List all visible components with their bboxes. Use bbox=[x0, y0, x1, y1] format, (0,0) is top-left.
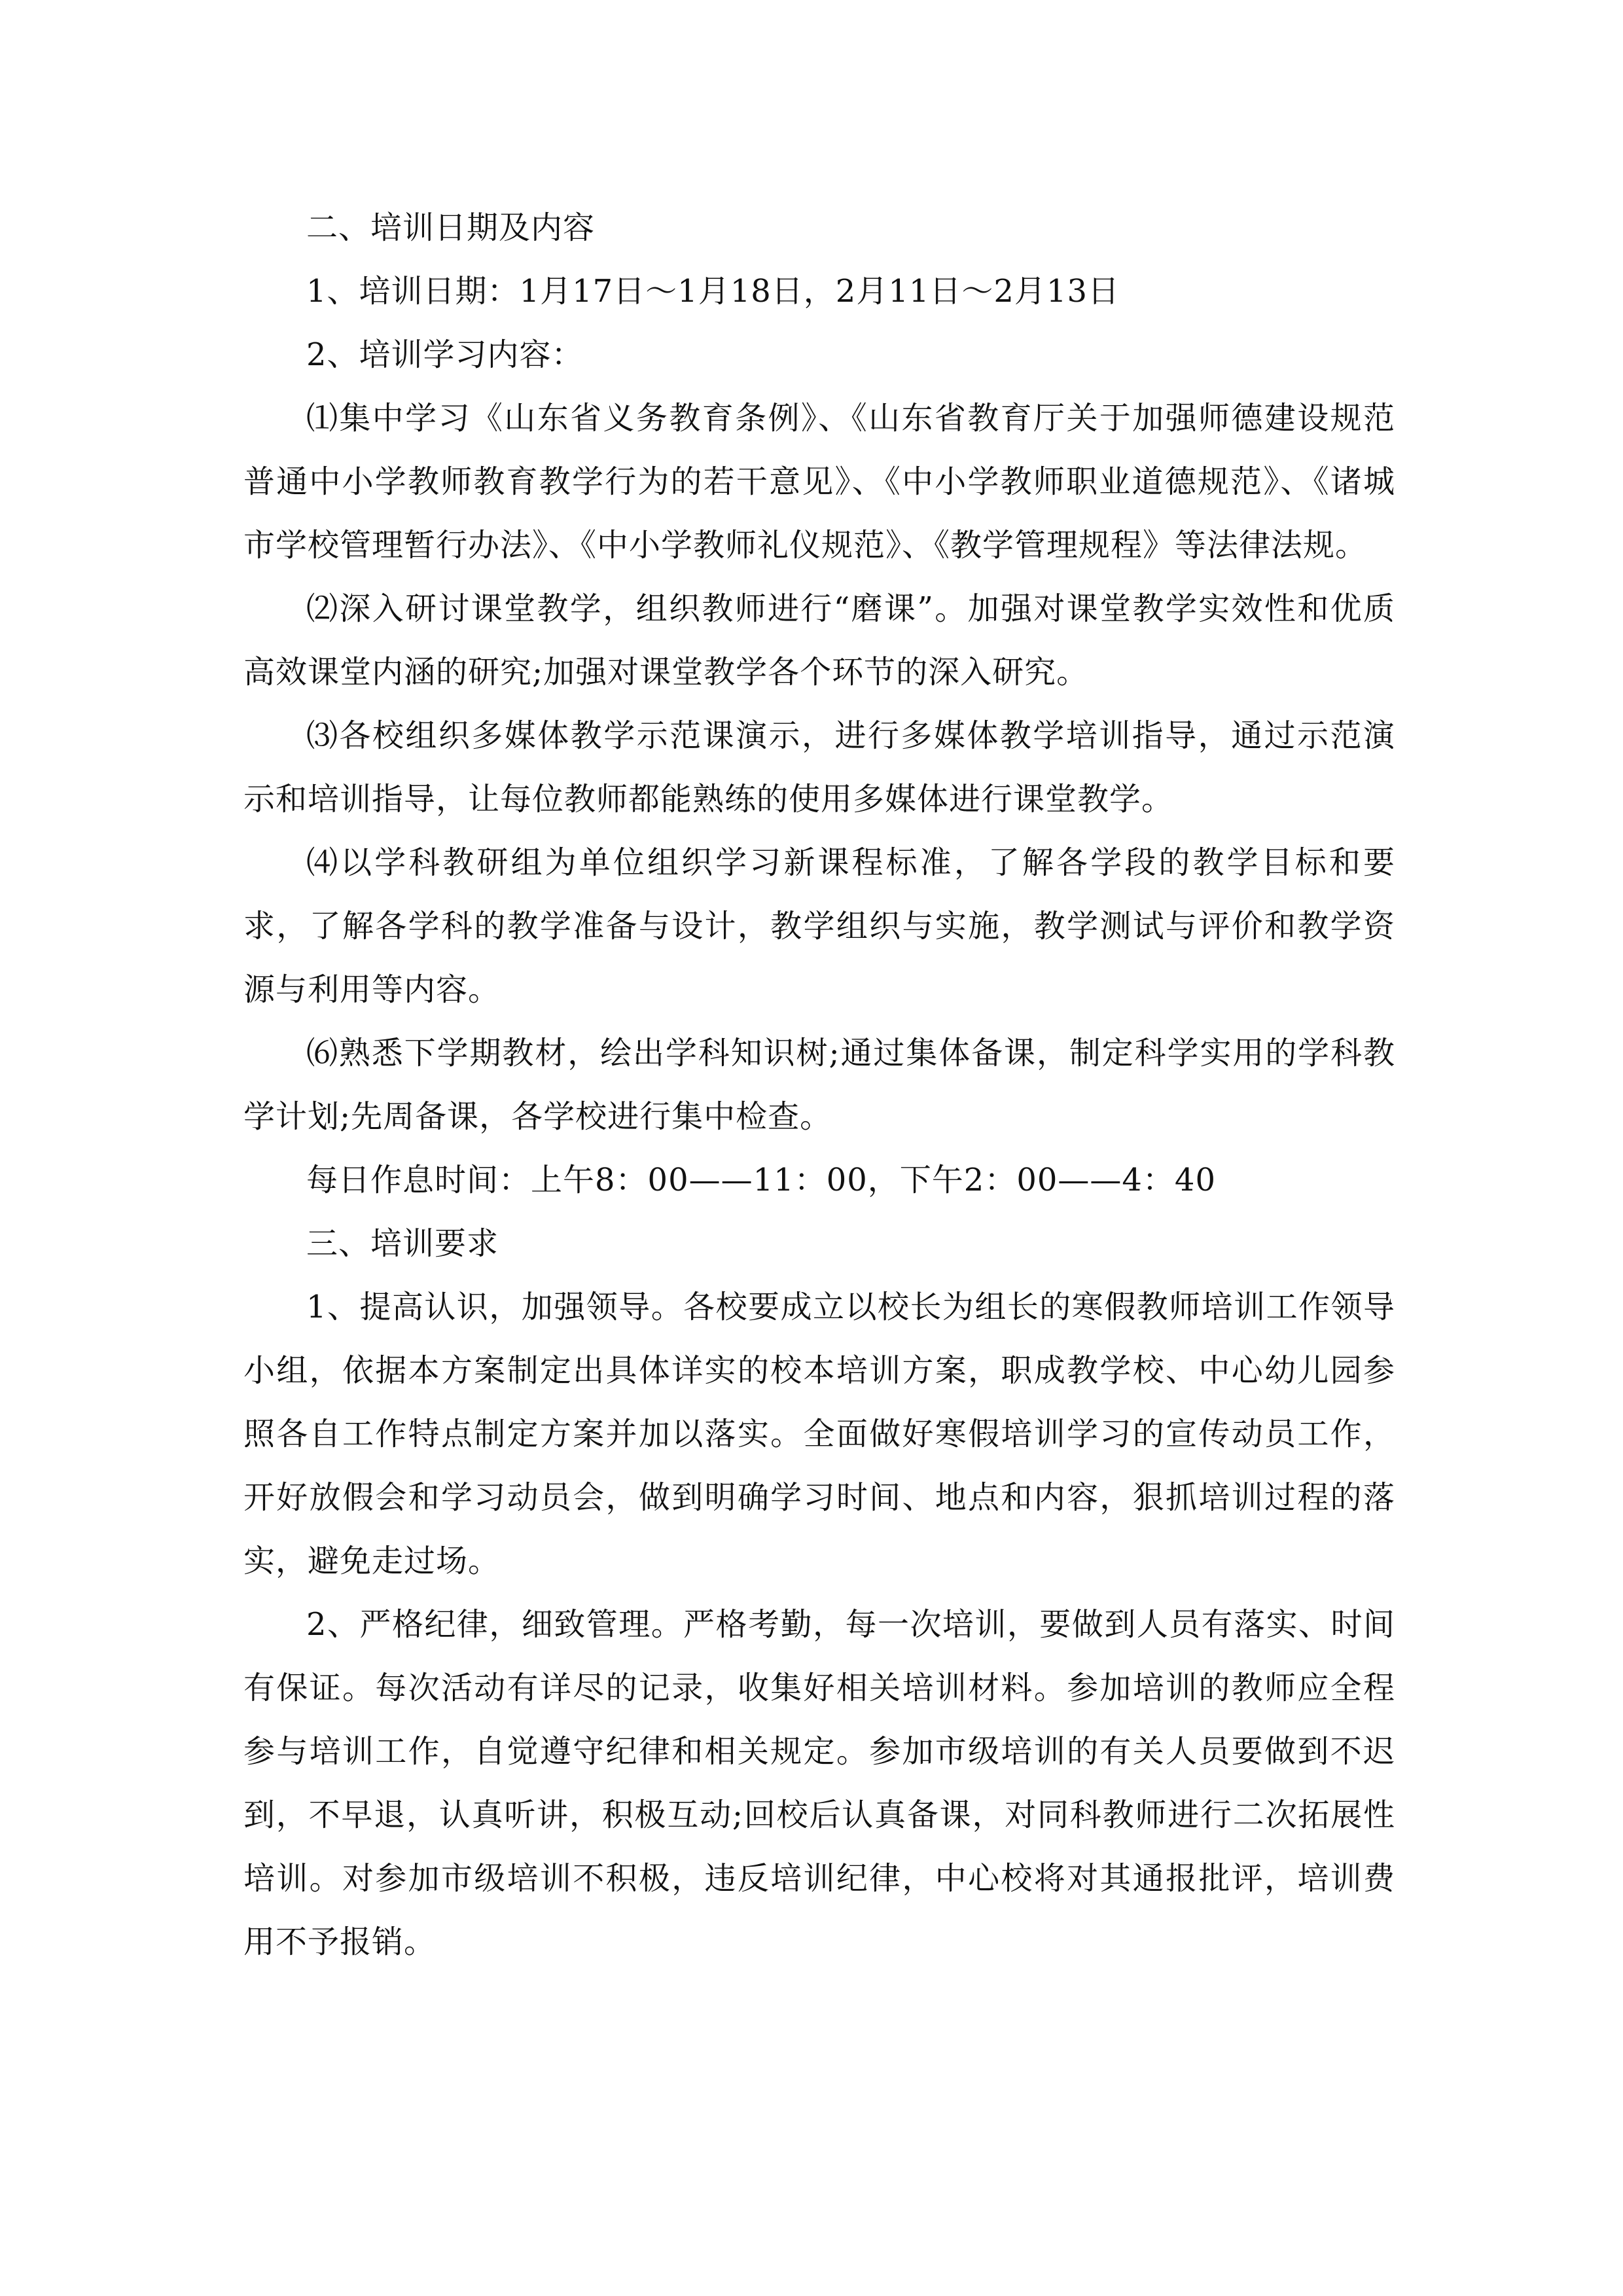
paragraph-item-3: ⑶各校组织多媒体教学示范课演示，进行多媒体教学培训指导，通过示范演示和培训指导，让每位教师都能熟练的使用多媒体进行课堂教学。 bbox=[243, 717, 1395, 817]
paragraph-training-content-title: 2、培训学习内容： bbox=[306, 336, 584, 373]
paragraph-item-1: ⑴集中学习《山东省义务教育条例》、《山东省教育厅关于加强师德建设规范普通中小学教师教育教学行为的若干意见》、《中小学教师职业道德规范》、《诸城市学校管理暂行办法》、《中小学教师礼仪规范》、《教学管理规程》等法律法规。 bbox=[243, 400, 1395, 564]
paragraph-requirement-1: 1、提高认识，加强领导。各校要成立以校长为组长的寒假教师培训工作领导小组，依据本方案制定出具体详实的校本培训方案，职成教学校、中心幼儿园参照各自工作特点制定方案并加以落实。全面做好寒假培训学习的宣传动员工作，开好放假会和学习动员会，做到明确学习时间、地点和内容，狠抓培训过程的落实，避免走过场。 bbox=[243, 1289, 1395, 1579]
paragraph-daily-schedule: 每日作息时间：上午8：00——11：00，下午2：00——4：40 bbox=[306, 1162, 1217, 1198]
paragraph-requirement-2: 2、严格纪律，细致管理。严格考勤，每一次培训，要做到人员有落实、时间有保证。每次活动有详尽的记录，收集好相关培训材料。参加培训的教师应全程参与培训工作，自觉遵守纪律和相关规定。参加市级培训的有关人员要做到不迟到，不早退，认真听讲，积极互动;回校后认真备课，对同科教师进行二次拓展性培训。对参加市级培训不积极，违反培训纪律，中心校将对其通报批评，培训费用不予报销。 bbox=[243, 1606, 1395, 1960]
section-heading-dates: 二、培训日期及内容 bbox=[306, 209, 596, 246]
section-heading-requirements: 三、培训要求 bbox=[306, 1225, 499, 1262]
document-body bbox=[243, 196, 1395, 1974]
paragraph-item-2: ⑵深入研讨课堂教学，组织教师进行“磨课”。加强对课堂教学实效性和优质高效课堂内涵的研究;加强对课堂教学各个环节的深入研究。 bbox=[243, 590, 1395, 691]
paragraph-item-4: ⑷以学科教研组为单位组织学习新课程标准，了解各学段的教学目标和要求，了解各学科的教学准备与设计，教学组织与实施，教学测试与评价和教学资源与利用等内容。 bbox=[243, 844, 1395, 1008]
paragraph-training-dates: 1、培训日期：1月17日～1月18日，2月11日～2月13日 bbox=[306, 273, 1120, 310]
paragraph-item-6: ⑹熟悉下学期教材，绘出学科知识树;通过集体备课，制定科学实用的学科教学计划;先周备课，各学校进行集中检查。 bbox=[243, 1035, 1395, 1135]
